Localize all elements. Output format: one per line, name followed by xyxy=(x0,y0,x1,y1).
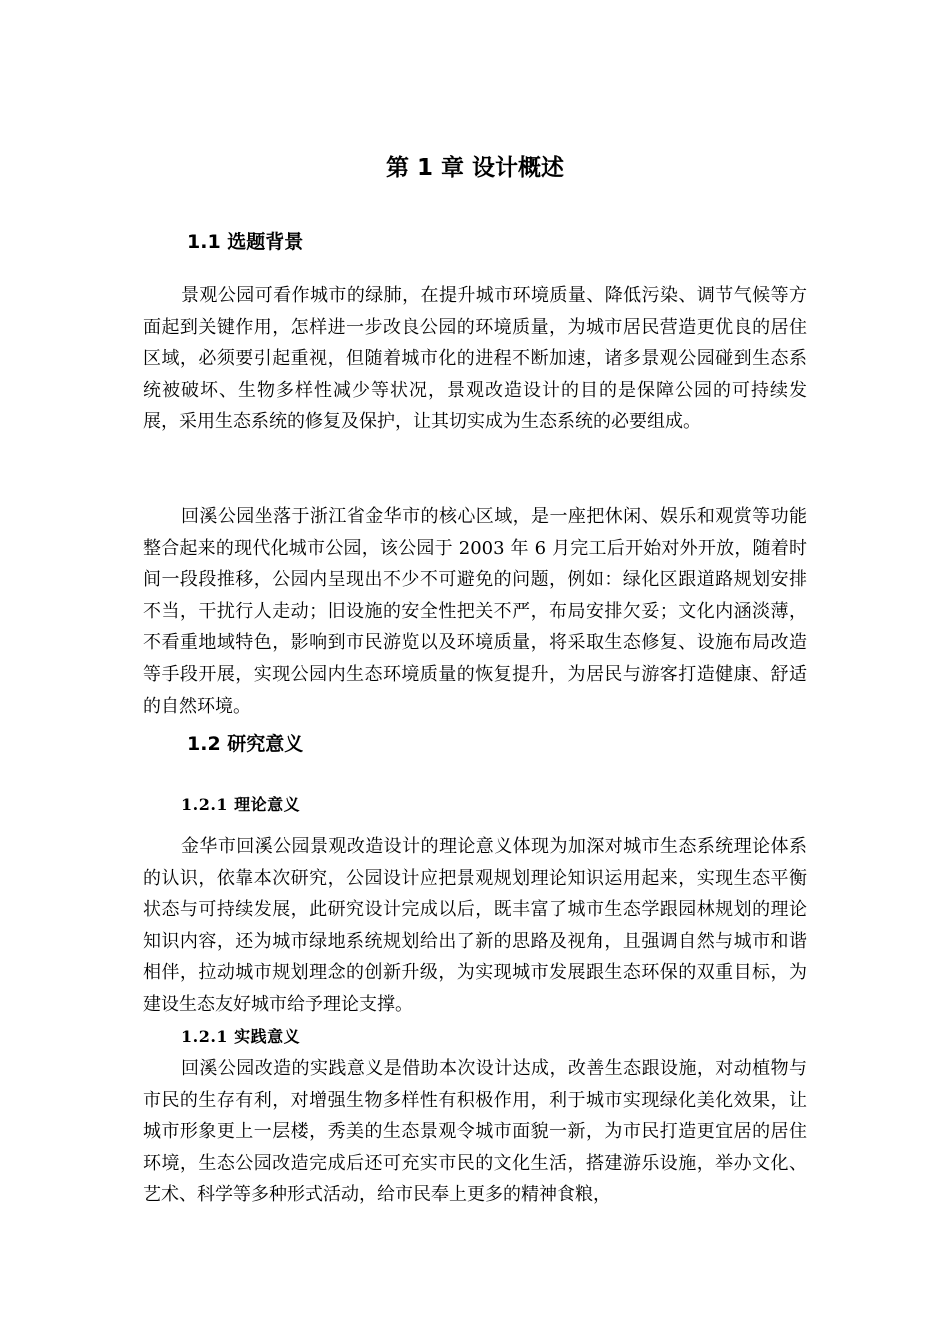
subsection-heading-practice: 1.2.1 实践意义 xyxy=(181,1027,301,1046)
paragraph-background-2: 回溪公园坐落于浙江省金华市的核心区域，是一座把休闲、娱乐和观赏等功能整合起来的现代化城市公园，该公园于 2003 年 6 月完工后开始对外开放，随着时间一段段推移，公园内呈现出不少不可避免的问题，例如：绿化区跟道路规划安排不当，干扰行人走动；旧设施的安全性把关不严，布局安排欠妥；文化内涵淡薄，不看重地域特色，影响到市民游览以及环境质量，将采取生态修复、设施布局改造等手段开展，实现公园内生态环境质量的恢复提升，为居民与游客打造健康、舒适的自然环境。 xyxy=(143,506,807,717)
paragraph-theory: 金华市回溪公园景观改造设计的理论意义体现为加深对城市生态系统理论体系的认识，依靠本次研究，公园设计应把景观规划理论知识运用起来，实现生态平衡状态与可持续发展，此研究设计完成以后，既丰富了城市生态学跟园林规划的理论知识内容，还为城市绿地系统规划给出了新的思路及视角，且强调自然与城市和谐相伴，拉动城市规划理念的创新升级，为实现城市发展跟生态环保的双重目标，为建设生态友好城市给予理论支撑。 xyxy=(143,836,807,1015)
chapter-title: 第 1 章 设计概述 xyxy=(385,155,565,181)
paragraph-practice: 回溪公园改造的实践意义是借助本次设计达成，改善生态跟设施，对动植物与市民的生存有利，对增强生物多样性有积极作用，利于城市实现绿化美化效果，让城市形象更上一层楼，秀美的生态景观令城市面貌一新，为市民打造更宜居的居住环境，生态公园改造完成后还可充实市民的文化生活，搭建游乐设施，举办文化、艺术、科学等多种形式活动，给市民奉上更多的精神食粮， xyxy=(143,1058,807,1206)
section-heading-1-1: 1.1 选题背景 xyxy=(187,231,304,253)
paragraph-background-1: 景观公园可看作城市的绿肺，在提升城市环境质量、降低污染、调节气候等方面起到关键作用，怎样进一步改良公园的环境质量，为城市居民营造更优良的居住区域，必须要引起重视，但随着城市化的进程不断加速，诸多景观公园碰到生态系统被破坏、生物多样性减少等状况，景观改造设计的目的是保障公园的可持续发展，采用生态系统的修复及保护，让其切实成为生态系统的必要组成。 xyxy=(143,285,807,433)
section-heading-1-2: 1.2 研究意义 xyxy=(187,733,304,755)
subsection-heading-theory: 1.2.1 理论意义 xyxy=(181,795,301,814)
